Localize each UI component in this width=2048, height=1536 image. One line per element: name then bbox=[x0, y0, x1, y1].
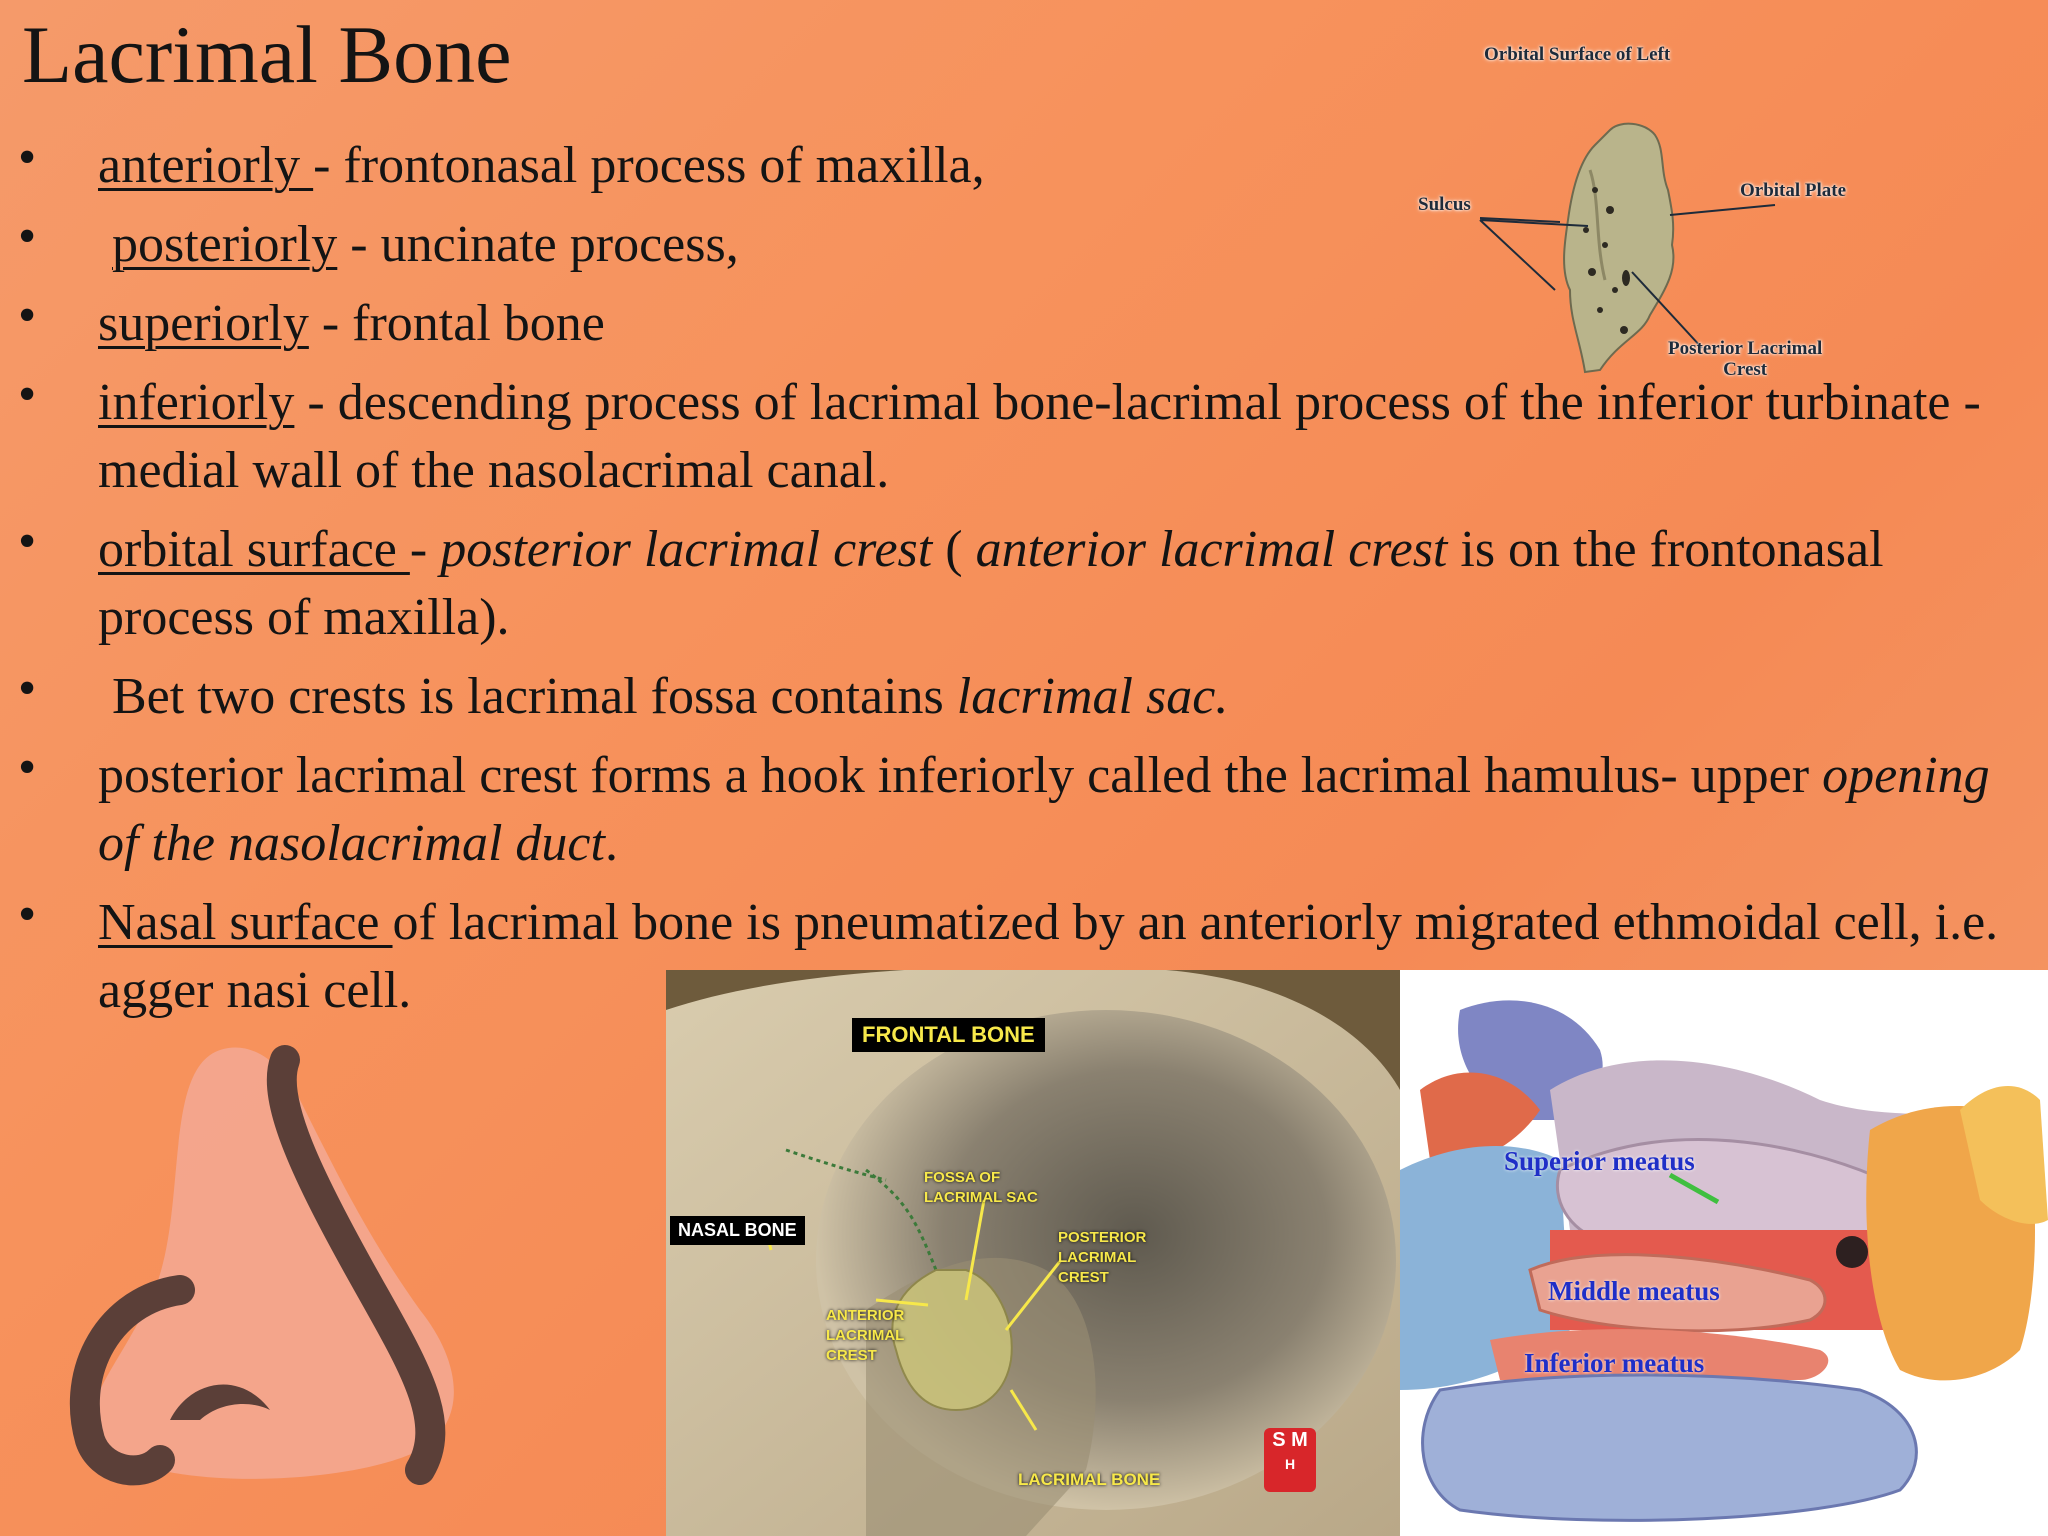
posterior-crest-line: POSTERIOR bbox=[1058, 1229, 1147, 1246]
bullet-text: Bet two crests is lacrimal fossa contains bbox=[112, 668, 957, 725]
bullet-text: - uncinate process, bbox=[337, 216, 739, 273]
bullet-lacrimal-hamulus bbox=[18, 739, 2008, 878]
bullet-text: is on the frontonasal process of maxilla). bbox=[98, 521, 1884, 646]
inset-lacrimal-diagram bbox=[1410, 40, 1910, 380]
bullet-text: ( bbox=[932, 521, 976, 578]
anterior-crest-line: CREST bbox=[826, 1347, 877, 1364]
posterior-crest-line: LACRIMAL bbox=[1058, 1249, 1137, 1266]
bullet-inferiorly bbox=[18, 366, 2008, 505]
bullet-emphasis: opening of the nasolacrimal duct bbox=[98, 747, 1990, 872]
middle-meatus-label: Middle meatus bbox=[1548, 1276, 1720, 1306]
bullet-emphasis: anterior lacrimal crest bbox=[975, 521, 1448, 578]
bullet-dot: • bbox=[18, 129, 37, 186]
sulcus-label: Sulcus bbox=[1418, 194, 1471, 215]
fossa-label-line: FOSSA OF bbox=[924, 1169, 1001, 1186]
posterior-lacrimal-crest-label bbox=[1058, 1228, 1146, 1288]
bullet-emphasis: lacrimal sac. bbox=[956, 668, 1229, 725]
bullet-text: - bbox=[409, 521, 441, 578]
anterior-crest-line: LACRIMAL bbox=[826, 1327, 905, 1344]
inset-title: Orbital Surface of Left bbox=[1484, 44, 1671, 65]
bullet-dot: • bbox=[18, 886, 37, 943]
bullet-text: . bbox=[604, 815, 618, 872]
bullet-text: - descending process of lacrimal bone-lacrimal process of the inferior turbinate - medial wall of the nasolacrimal canal. bbox=[98, 374, 1981, 499]
fossa-label-line: LACRIMAL SAC bbox=[924, 1189, 1038, 1206]
superior-meatus-label: Superior meatus bbox=[1504, 1146, 1695, 1176]
bullet-text: - frontonasal process of maxilla, bbox=[313, 137, 985, 194]
posterior-crest-label-line1: Posterior Lacrimal bbox=[1668, 338, 1823, 359]
logo-letter: H bbox=[1284, 1456, 1296, 1472]
bullet-dot: • bbox=[18, 366, 37, 423]
lacrimal-bone-drawing bbox=[1410, 40, 1910, 380]
bullet-dot: • bbox=[18, 208, 37, 265]
anterior-crest-line: ANTERIOR bbox=[826, 1307, 905, 1324]
bullet-dot: • bbox=[18, 287, 37, 344]
fossa-lacrimal-sac-label bbox=[924, 1168, 1038, 1208]
posterior-crest-line: CREST bbox=[1058, 1269, 1109, 1286]
bullet-dot: • bbox=[18, 660, 37, 717]
frontal-bone-label: FRONTAL BONE bbox=[852, 1018, 1045, 1052]
inferior-meatus-label: Inferior meatus bbox=[1524, 1348, 1705, 1378]
logo-letter: M bbox=[1291, 1429, 1308, 1451]
bullet-dot: • bbox=[18, 513, 37, 570]
bullet-orbital-surface bbox=[18, 513, 2008, 652]
bullet-text: - frontal bone bbox=[308, 295, 605, 352]
bullet-term: orbital surface bbox=[98, 521, 410, 578]
logo-letter: S bbox=[1272, 1429, 1286, 1451]
posterior-crest-label-line2: Crest bbox=[1723, 359, 1768, 380]
bullet-term: inferiorly bbox=[98, 374, 295, 431]
skull-photo bbox=[666, 970, 1400, 1536]
nasal-cavity-diagram bbox=[1400, 970, 2048, 1536]
slide-title: Lacrimal Bone bbox=[22, 9, 512, 100]
nose-clipart bbox=[40, 1040, 520, 1500]
posterior-crest-label bbox=[1668, 338, 1822, 380]
lacrimal-bone-label: LACRIMAL BONE bbox=[1018, 1470, 1161, 1489]
smh-logo bbox=[1264, 1428, 1316, 1492]
anterior-lacrimal-crest-label bbox=[826, 1306, 904, 1366]
orbital-plate-label: Orbital Plate bbox=[1740, 180, 1847, 201]
nasal-cavity-drawing bbox=[1400, 970, 2048, 1536]
bullet-dot: • bbox=[18, 739, 37, 796]
bullet-lacrimal-fossa bbox=[18, 660, 2008, 731]
bullet-term: Nasal surface bbox=[98, 894, 393, 951]
bullet-emphasis: posterior lacrimal crest bbox=[440, 521, 933, 578]
bullet-text: of lacrimal bone is pneumatized by an anteriorly migrated ethmoidal cell, i.e. agger nasi cell. bbox=[98, 894, 1999, 1019]
bullet-text: posterior lacrimal crest forms a hook inferiorly called the lacrimal hamulus- upper bbox=[98, 747, 1823, 804]
bullet-term: posteriorly bbox=[112, 216, 338, 273]
bullet-term: anteriorly bbox=[98, 137, 314, 194]
bullet-term: superiorly bbox=[98, 295, 309, 352]
nasal-bone-label: NASAL BONE bbox=[670, 1216, 805, 1245]
